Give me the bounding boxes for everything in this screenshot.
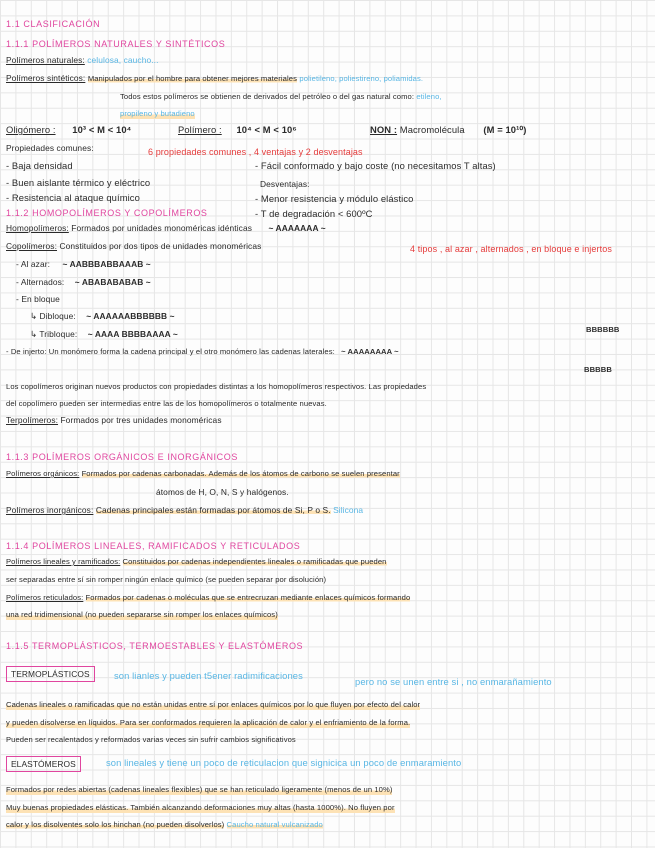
para-copolimeros-2: del copolímero pueden ser intermedias entre las de los homopolímeros o totalmente nuevas. [6, 399, 327, 408]
text-inorganicos: Cadenas principales están formadas por átomos de Si, P o S. [95, 505, 331, 515]
ex-caucho: Caucho natural vulcanizado [226, 820, 323, 829]
range-oligomero: 10³ < M < 10⁴ [72, 124, 132, 135]
label-homopolimeros: Homopolímeros: [6, 223, 69, 233]
subsection-title: 1.1.3 POLÍMEROS ORGÁNICOS E INORGÁNICOS [6, 452, 238, 462]
range-polimero: 10⁴ < M < 10⁶ [236, 124, 297, 135]
text-non: Macromolécula [399, 124, 465, 135]
seq-dibloque: ~ AAAAAABBBBBB ~ [86, 311, 175, 321]
box-elastomeros: ELASTÓMEROS [6, 756, 81, 772]
label-organicos: Polímeros orgánicos: [6, 469, 80, 478]
label-reticulados: Polímeros reticulados: [6, 593, 84, 602]
subsection-title: 1.1.1 POLÍMEROS NATURALES Y SINTÉTICOS [6, 39, 226, 49]
label-lineales: Polímeros lineales y ramificados: [6, 557, 121, 566]
label-dibloque: ↳ Dibloque: [30, 311, 76, 321]
label-bloque: - En bloque [16, 294, 60, 304]
note-termoplasticos-1: son lianles y pueden t5ener radimificaciones [114, 670, 303, 681]
text-reticulados: Formados por cadenas o moléculas que se entrecruzan mediante enlaces químicos formando [85, 593, 411, 602]
note-copolimeros: 4 tipos , al azar , alternados , en bloque e injertos [410, 244, 612, 254]
subsection-title: 1.1.2 HOMOPOLÍMEROS Y COPOLÍMEROS [6, 208, 208, 218]
prop-resistencia: - Resistencia al ataque químico [6, 192, 140, 203]
text-reticulados-2: una red tridimensional (no pueden separarse sin romper los enlaces químicos) [6, 610, 278, 619]
text-homopolimeros: Formados por unidades monoméricas idénticas [71, 223, 253, 233]
text-elastomeros-1: Formados por redes abiertas (cadenas lineales flexibles) que se han reticulado ligeramente (menos de un 10%) [6, 785, 393, 794]
text-lineales-2: ser separadas entre sí sin romper ningún enlace químico (se pueden separar por disolución) [6, 575, 327, 584]
label-terpolimeros: Terpolímeros: [6, 415, 59, 425]
label-naturales: Polímeros naturales: [6, 55, 85, 65]
note-termoplasticos-2: pero no se unen entre si , no enmarañamiento [355, 676, 552, 687]
label-copolimeros: Copolímeros: [6, 241, 58, 251]
label-oligomero: Oligómero : [6, 124, 56, 135]
text-sinteticos-2: Todos estos polímeros se obtienen de derivados del petróleo o del gas natural como: [120, 92, 415, 101]
text-terpolimeros: Formados por tres unidades monoméricas [60, 415, 222, 425]
text-lineales: Constituidos por cadenas independientes lineales o ramificadas que pueden [122, 557, 387, 566]
label-propiedades: Propiedades comunes: [6, 143, 94, 153]
seq-tribloque: ~ AAAA BBBBAAAA ~ [87, 329, 178, 339]
inj-branch-top: BBBBBB [586, 325, 620, 334]
text-termoplasticos-2: y pueden disolverse en líquidos. Para ser conformados requieren la aplicación de calor y el enfriamiento de la forma. [6, 718, 411, 727]
label-desventajas: Desventajas: [260, 179, 310, 189]
text-sinteticos: Manipulados por el hombre para obtener mejores materiales [87, 74, 297, 83]
text-injerto: Un monómero forma la cadena principal y el otro monómero las cadenas laterales: [48, 347, 335, 356]
prop-baja-densidad: - Baja densidad [6, 160, 73, 171]
box-termoplasticos: TERMOPLÁSTICOS [6, 666, 95, 682]
label-sinteticos: Polímeros sintéticos: [6, 73, 86, 83]
seq-alternados: ~ ABABABABAB ~ [74, 277, 151, 287]
label-azar: - Al azar: [16, 259, 51, 269]
note-elastomeros: son lineales y tiene un poco de reticulacion que signicica un poco de enmaramiento [106, 757, 462, 768]
ex-naturales: celulosa, caucho... [87, 55, 159, 65]
val-non: (M = 10¹⁰) [483, 124, 527, 135]
ex-sinteticos: polietileno, poliestireno, poliamidas. [299, 74, 424, 83]
label-tribloque: ↳ Tribloque: [30, 329, 78, 339]
label-polimero: Polímero : [178, 124, 222, 135]
subsection-title: 1.1.5 TERMOPLÁSTICOS, TERMOESTABLES Y ELASTÓMEROS [6, 641, 304, 651]
ex-propileno: propileno y butadieno [120, 109, 195, 118]
inj-branch-bottom: BBBBB [584, 365, 612, 374]
label-non: NON : [370, 124, 398, 135]
label-alternados: - Alternados: [16, 277, 65, 287]
seq-injerto: ~ AAAAAAAA ~ [341, 347, 399, 356]
seq-homopolimeros: ~ AAAAAAA ~ [268, 223, 326, 233]
text-copolimeros: Constituidos por dos tipos de unidades monoméricas [59, 241, 262, 251]
para-copolimeros-1: Los copolímeros originan nuevos productos con propiedades distintas a los homopolímeros respectivos. Las propiedades [6, 382, 427, 391]
text-organicos-2: átomos de H, O, N, S y halógenos. [156, 487, 289, 497]
text-organicos: Formados por cadenas carbonadas. Además de los átomos de carbono se suelen presentar [81, 469, 400, 478]
desventaja-resistencia: - Menor resistencia y módulo elástico [255, 193, 414, 204]
text-elastomeros-3: calor y los disolventes solo los hinchan (no pueden disolverlos) [6, 820, 225, 829]
seq-azar: ~ AABBBABBAAAB ~ [62, 259, 151, 269]
text-elastomeros-2: Muy buenas propiedades elásticas. También alcanzando deformaciones muy altas (hasta 1000%). No fluyen por [6, 803, 395, 812]
label-injerto: - De injerto: [6, 347, 47, 356]
note-propiedades: 6 propiedades comunes , 4 ventajas y 2 desventajas [148, 147, 363, 157]
ventaja-conformado: - Fácil conformado y bajo coste (no necesitamos T altas) [255, 160, 496, 171]
text-termoplasticos-3: Pueden ser recalentados y reformados varias veces sin sufrir cambios significativos [6, 735, 296, 744]
section-title: 1.1 CLASIFICACIÓN [6, 19, 101, 29]
label-inorganicos: Polímeros inorgánicos: [6, 505, 94, 515]
text-termoplasticos-1: Cadenas lineales o ramificadas que no están unidas entre sí por enlaces químicos por lo que fluyen por efecto del calor [6, 700, 421, 709]
subsection-title: 1.1.4 POLÍMEROS LINEALES, RAMIFICADOS Y RETICULADOS [6, 541, 301, 551]
ex-silicona: Silicona [333, 505, 364, 515]
desventaja-degradacion: - T de degradación < 600ºC [255, 208, 373, 219]
prop-aislante: - Buen aislante térmico y eléctrico [6, 177, 151, 188]
ex-etileno: etileno, [416, 92, 442, 101]
